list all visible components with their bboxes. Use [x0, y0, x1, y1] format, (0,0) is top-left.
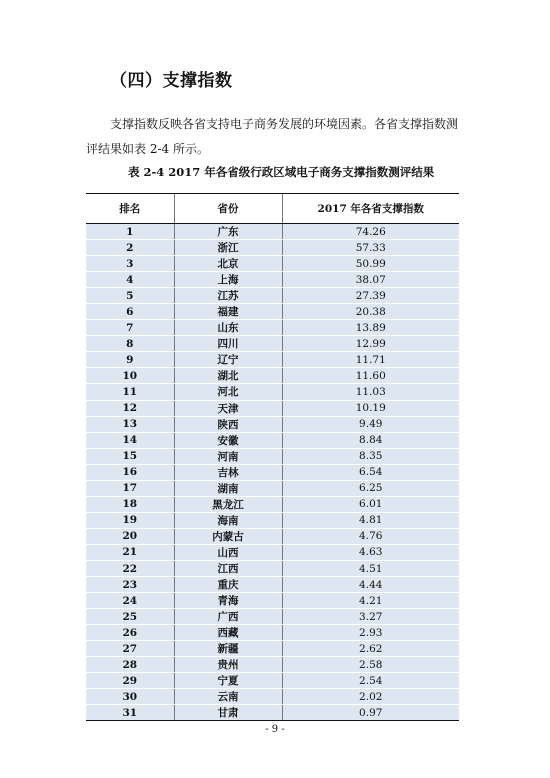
table-row: [86, 705, 459, 721]
province-cell: 广东: [174, 224, 282, 240]
table-row: [86, 480, 459, 496]
province-cell: 陕西: [174, 416, 282, 432]
province-cell: 浙江: [174, 240, 282, 256]
rank-cell: 11: [86, 384, 174, 400]
rank-cell: 19: [86, 512, 174, 528]
index-value-cell: 11.60: [282, 368, 459, 384]
rank-cell: 1: [86, 224, 174, 240]
rank-cell: 9: [86, 352, 174, 368]
table-row: [86, 625, 459, 641]
province-cell: 安徽: [174, 432, 282, 448]
index-value-cell: 6.01: [282, 496, 459, 512]
table-row: [86, 609, 459, 625]
index-value-cell: 2.54: [282, 673, 459, 689]
table-header: [86, 194, 459, 224]
index-value-cell: 9.49: [282, 416, 459, 432]
table-row: [86, 352, 459, 368]
index-value-cell: 4.44: [282, 577, 459, 593]
rank-cell: 3: [86, 256, 174, 272]
index-value-cell: 2.02: [282, 689, 459, 705]
province-cell: 黑龙江: [174, 496, 282, 512]
table-row: [86, 240, 459, 256]
table-row: [86, 272, 459, 288]
rank-cell: 14: [86, 432, 174, 448]
table-row: [86, 224, 459, 240]
index-value-cell: 2.62: [282, 641, 459, 657]
table-body: [86, 224, 459, 721]
province-cell: 河北: [174, 384, 282, 400]
table-row: [86, 304, 459, 320]
rank-cell: 28: [86, 657, 174, 673]
header-index: 2017 年各省支撑指数: [282, 194, 459, 224]
table-row: [86, 560, 459, 576]
province-cell: 福建: [174, 304, 282, 320]
province-cell: 海南: [174, 512, 282, 528]
table-row: [86, 577, 459, 593]
province-cell: 山西: [174, 544, 282, 560]
body-paragraph: 支撑指数反映各省支持电子商务发展的环境因素。各省支撑指数测评结果如表 2-4 所示。: [86, 117, 459, 156]
page-number: - 9 -: [265, 724, 285, 735]
province-cell: 甘肃: [174, 705, 282, 721]
province-cell: 云南: [174, 689, 282, 705]
rank-cell: 21: [86, 544, 174, 560]
index-value-cell: 8.35: [282, 448, 459, 464]
rank-cell: 17: [86, 480, 174, 496]
table-row: [86, 673, 459, 689]
province-cell: 上海: [174, 272, 282, 288]
index-value-cell: 20.38: [282, 304, 459, 320]
index-value-cell: 4.76: [282, 528, 459, 544]
index-value-cell: 6.25: [282, 480, 459, 496]
rank-cell: 10: [86, 368, 174, 384]
index-value-cell: 74.26: [282, 224, 459, 240]
rank-cell: 20: [86, 528, 174, 544]
table-row: [86, 256, 459, 272]
table-row: [86, 400, 459, 416]
index-value-cell: 12.99: [282, 336, 459, 352]
province-cell: 天津: [174, 400, 282, 416]
index-value-cell: 57.33: [282, 240, 459, 256]
rank-cell: 30: [86, 689, 174, 705]
index-value-cell: 50.99: [282, 256, 459, 272]
rank-cell: 27: [86, 641, 174, 657]
index-value-cell: 6.54: [282, 464, 459, 480]
table-row: [86, 593, 459, 609]
province-cell: 贵州: [174, 657, 282, 673]
index-value-cell: 10.19: [282, 400, 459, 416]
rank-cell: 24: [86, 593, 174, 609]
rank-cell: 6: [86, 304, 174, 320]
rank-cell: 22: [86, 560, 174, 576]
province-cell: 江苏: [174, 288, 282, 304]
rank-cell: 23: [86, 577, 174, 593]
table-row: [86, 336, 459, 352]
table-row: [86, 288, 459, 304]
province-cell: 山东: [174, 320, 282, 336]
support-index-table: [86, 193, 459, 721]
province-cell: 湖南: [174, 480, 282, 496]
rank-cell: 12: [86, 400, 174, 416]
province-cell: 江西: [174, 560, 282, 576]
rank-cell: 18: [86, 496, 174, 512]
rank-cell: 15: [86, 448, 174, 464]
header-row: [86, 194, 459, 224]
table-row: [86, 512, 459, 528]
index-value-cell: 4.51: [282, 560, 459, 576]
province-cell: 四川: [174, 336, 282, 352]
section-heading: （四）支撑指数: [110, 71, 233, 91]
header-rank: 排名: [86, 194, 174, 224]
index-value-cell: 11.71: [282, 352, 459, 368]
rank-cell: 8: [86, 336, 174, 352]
table-row: [86, 448, 459, 464]
province-cell: 辽宁: [174, 352, 282, 368]
index-value-cell: 4.81: [282, 512, 459, 528]
table-row: [86, 657, 459, 673]
table-row: [86, 368, 459, 384]
table-row: [86, 689, 459, 705]
table-row: [86, 320, 459, 336]
index-value-cell: 38.07: [282, 272, 459, 288]
rank-cell: 16: [86, 464, 174, 480]
rank-cell: 29: [86, 673, 174, 689]
province-cell: 西藏: [174, 625, 282, 641]
province-cell: 新疆: [174, 641, 282, 657]
province-cell: 河南: [174, 448, 282, 464]
province-cell: 湖北: [174, 368, 282, 384]
index-value-cell: 4.63: [282, 544, 459, 560]
province-cell: 宁夏: [174, 673, 282, 689]
rank-cell: 2: [86, 240, 174, 256]
index-value-cell: 4.21: [282, 593, 459, 609]
province-cell: 内蒙古: [174, 528, 282, 544]
index-value-cell: 13.89: [282, 320, 459, 336]
province-cell: 广西: [174, 609, 282, 625]
index-value-cell: 27.39: [282, 288, 459, 304]
table-row: [86, 641, 459, 657]
rank-cell: 31: [86, 705, 174, 721]
table-row: [86, 496, 459, 512]
index-value-cell: 11.03: [282, 384, 459, 400]
province-cell: 吉林: [174, 464, 282, 480]
table-row: [86, 384, 459, 400]
table-row: [86, 464, 459, 480]
index-value-cell: 8.84: [282, 432, 459, 448]
header-province: 省份: [174, 194, 282, 224]
rank-cell: 13: [86, 416, 174, 432]
index-value-cell: 0.97: [282, 705, 459, 721]
table-row: [86, 544, 459, 560]
rank-cell: 5: [86, 288, 174, 304]
table-row: [86, 528, 459, 544]
index-value-cell: 2.58: [282, 657, 459, 673]
province-cell: 重庆: [174, 577, 282, 593]
table-row: [86, 416, 459, 432]
province-cell: 北京: [174, 256, 282, 272]
rank-cell: 7: [86, 320, 174, 336]
rank-cell: 4: [86, 272, 174, 288]
province-cell: 青海: [174, 593, 282, 609]
index-value-cell: 2.93: [282, 625, 459, 641]
rank-cell: 25: [86, 609, 174, 625]
table-row: [86, 432, 459, 448]
table-caption: 表 2-4 2017 年各省级行政区域电子商务支撑指数测评结果: [128, 165, 435, 179]
rank-cell: 26: [86, 625, 174, 641]
index-value-cell: 3.27: [282, 609, 459, 625]
